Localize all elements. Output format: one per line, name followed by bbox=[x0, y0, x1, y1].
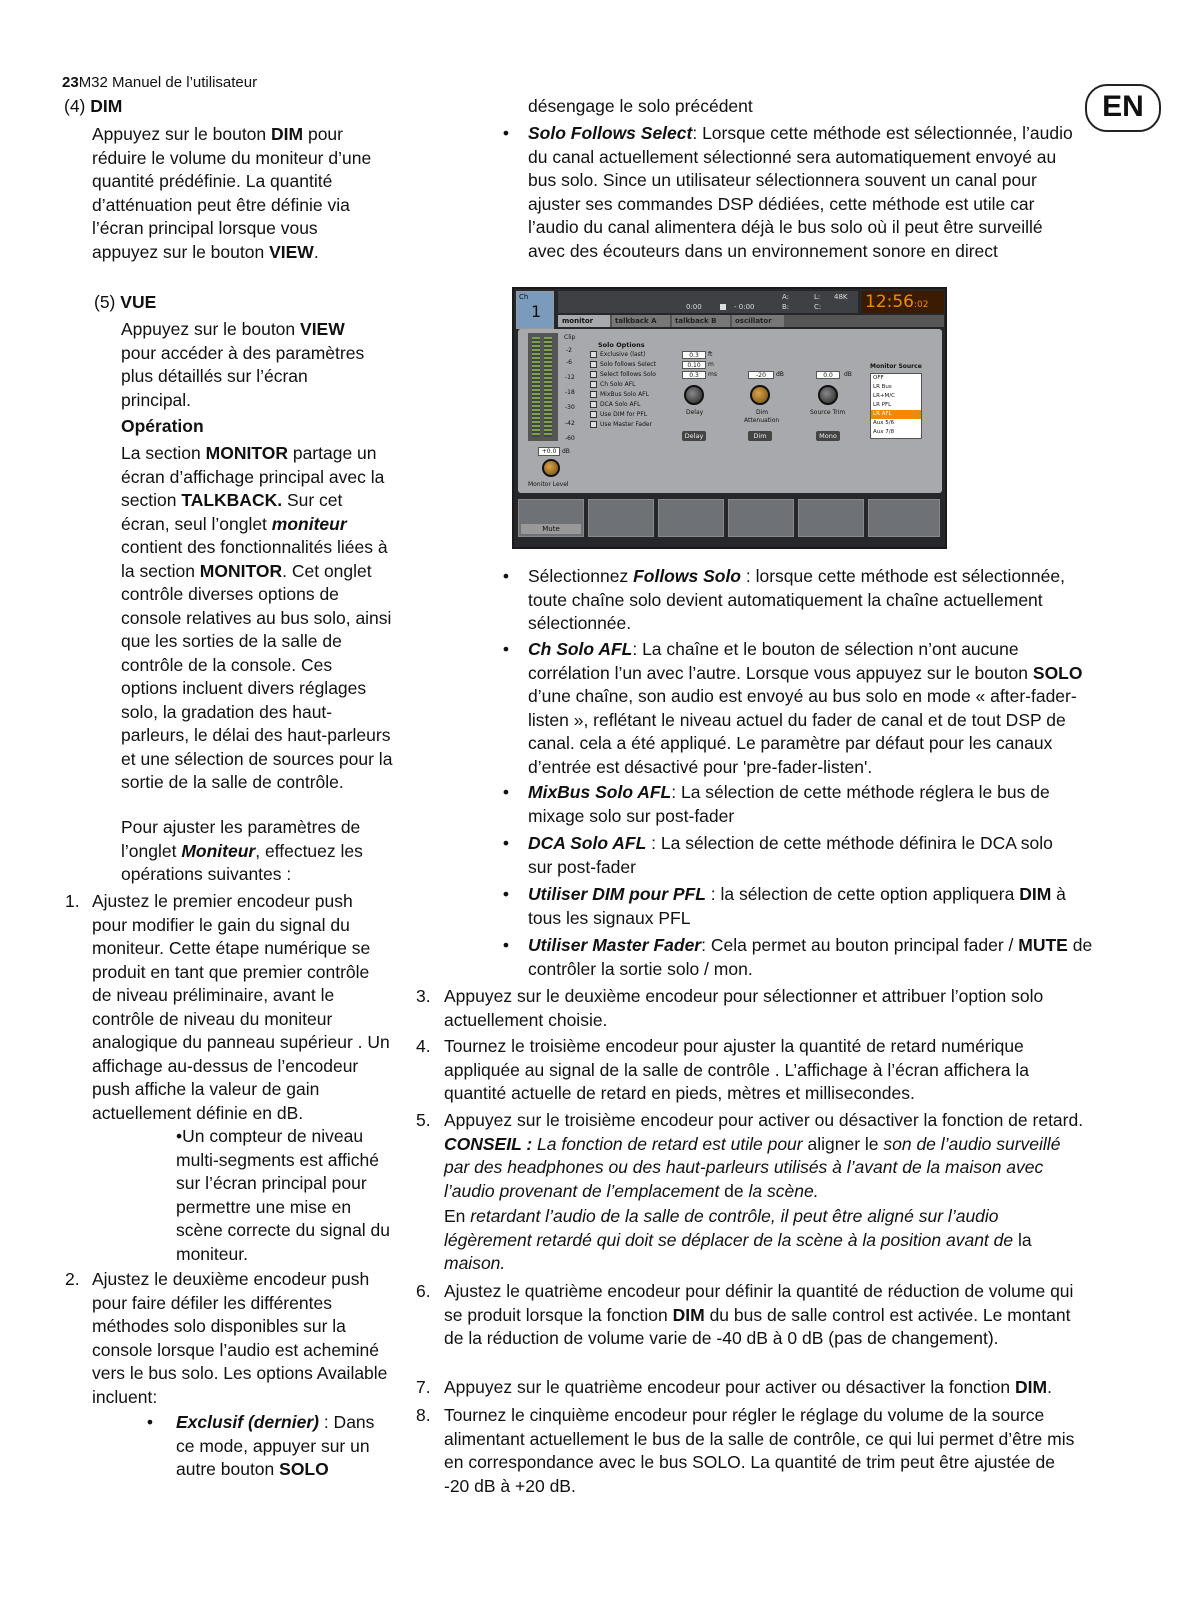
item-2-text: Ajustez le deuxième encodeur push pour faire défiler les différentes méthodes solo disponibles sur la console lorsque l’audio est acheminé vers le bus solo. Les options Available incluent: bbox=[92, 1269, 388, 1407]
solo-option: Select follows Solo bbox=[600, 371, 656, 378]
clock bbox=[862, 291, 944, 313]
item-8-text: Tournez le cinquième encodeur pour régler le réglage du volume de la source alimentant actuellement le bus de la salle de contrôle, ce qui lui permet d’être mis en correspondance avec le bus SOLO. La quantité de trim peut être ajustée de -20 dB à +20 dB. bbox=[444, 1405, 1075, 1496]
mute-label: Mute bbox=[521, 524, 581, 534]
item-1-number: 1. bbox=[65, 891, 80, 911]
solo-option: DCA Solo AFL bbox=[600, 401, 641, 408]
solo-option: MixBus Solo AFL bbox=[600, 391, 649, 398]
master-fader-bullet: Utiliser Master Fader: Cela permet au bouton principal fader / MUTE de contrôler la sortie solo / mon. bbox=[528, 935, 1093, 979]
dim-button[interactable]: Dim bbox=[748, 431, 772, 441]
bullet-marker: • bbox=[146, 1412, 154, 1432]
dim-heading-label: DIM bbox=[90, 96, 123, 116]
checkbox[interactable] bbox=[590, 391, 597, 398]
monitor-source-title: Monitor Source bbox=[870, 363, 922, 370]
meter-mark: Clip bbox=[564, 334, 576, 341]
source-option-selected[interactable]: LR AFL bbox=[871, 410, 921, 419]
status-a: A: bbox=[782, 293, 790, 301]
status-bar bbox=[558, 291, 858, 313]
dim-pfl-bullet: Utiliser DIM pour PFL : la sélection de cette option appliquera DIM à tous les signaux PFL bbox=[528, 884, 1066, 928]
bullet-marker: • bbox=[502, 935, 510, 955]
dim-value: -20 bbox=[748, 371, 774, 379]
checkbox[interactable] bbox=[590, 351, 597, 358]
item-4-text: Tournez le troisième encodeur pour ajuster la quantité de retard numérique appliquée au signal de la salle de contrôle . L’affichage à l’écran affichera la quantité actuelle de retard en pieds, mètres et millisecondes. bbox=[444, 1036, 1030, 1103]
page-number: 23 bbox=[62, 74, 79, 91]
item-3-number: 3. bbox=[416, 986, 431, 1006]
meter-mark: -60 bbox=[565, 435, 575, 442]
monitor-level-knob[interactable] bbox=[542, 459, 560, 477]
checkbox[interactable] bbox=[590, 401, 597, 408]
encoder-button-3[interactable] bbox=[658, 499, 724, 537]
language-badge bbox=[1085, 84, 1161, 132]
monitor-level-label: Monitor Level bbox=[528, 481, 569, 488]
status-l: L: bbox=[814, 293, 821, 301]
operation-heading: Opération bbox=[121, 416, 204, 436]
vue-paragraph: Appuyez sur le bouton VIEW pour accéder à des paramètres plus détaillés sur l’écran principal. bbox=[121, 319, 365, 410]
time-elapsed: 0:00 bbox=[686, 303, 702, 311]
level-meter bbox=[528, 333, 558, 441]
adjust-paragraph: Pour ajuster les paramètres de l’onglet Moniteur, effectuez les opérations suivantes : bbox=[121, 817, 363, 884]
dim-heading bbox=[64, 95, 122, 119]
checkbox[interactable] bbox=[590, 381, 597, 388]
source-trim-label: Source Trim bbox=[810, 409, 846, 416]
meter-mark: -42 bbox=[565, 420, 575, 427]
bullet-marker: • bbox=[502, 123, 510, 143]
status-c: C: bbox=[814, 303, 822, 311]
solo-option: Ch Solo AFL bbox=[600, 381, 636, 388]
solo-follows-select-bullet: Solo Follows Select: Lorsque cette méthode est sélectionnée, l’audio du canal actuellement sélectionné sera automatiquement envoyé au bus solo. Since un utilisateur sélectionnera souvent un canal pour ajuster ses commandes DSP dédiées, cette méthode est utile car l’audio du canal alimentera déjà le bus solo où il peut être surveillé avec des écouteurs dans un environnement sonore en direct bbox=[528, 123, 1073, 261]
item-4-number: 4. bbox=[416, 1036, 431, 1056]
channel-number: 1 bbox=[531, 302, 542, 321]
encoder-button-4[interactable] bbox=[728, 499, 794, 537]
meter-unit: dB bbox=[562, 448, 570, 455]
encoder-button-2[interactable] bbox=[588, 499, 654, 537]
vue-heading-num: (5) bbox=[94, 292, 116, 312]
delay-knob[interactable] bbox=[684, 385, 704, 405]
delay-unit: m bbox=[708, 361, 714, 368]
source-option[interactable]: LR PFL bbox=[873, 402, 892, 408]
item-5-continued: En retardant l’audio de la salle de contrôle, il peut être aligné sur l’audio légèrement retardé qui doit se déplacer de la scène à la position avant de la maison. bbox=[444, 1206, 1032, 1273]
bullet-marker: • bbox=[502, 782, 510, 802]
tab-talkback-a[interactable]: talkback A bbox=[612, 315, 670, 327]
meter-value: +0.0 bbox=[538, 447, 560, 456]
meter-mark: -18 bbox=[565, 389, 575, 396]
source-option[interactable]: LR+M/C bbox=[873, 393, 895, 399]
manual-title: M32 Manuel de l’utilisateur bbox=[78, 74, 258, 91]
bullet-marker: • bbox=[502, 639, 510, 659]
item-7-number: 7. bbox=[416, 1377, 431, 1397]
solo-option: Use Master Fader bbox=[600, 421, 653, 428]
page-header bbox=[62, 71, 257, 95]
delay-label: Delay bbox=[686, 409, 704, 416]
dim-label: Dim bbox=[756, 409, 769, 416]
time-remaining: - 0:00 bbox=[734, 303, 755, 311]
solo-option: Exclusive (last) bbox=[600, 351, 646, 358]
checkbox[interactable] bbox=[590, 411, 597, 418]
item-1-text: Ajustez le premier encodeur push pour modifier le gain du signal du moniteur. Cette étape numérique se produit en tant que premier contrôle de niveau préliminaire, avant le contrôle de niveau du moniteur analogique du panneau supérieur . Un affichage au-dessus de l’encodeur push affiche la valeur de gain actuellement définie en dB. bbox=[92, 891, 390, 1123]
checkbox[interactable] bbox=[590, 361, 597, 368]
source-option[interactable]: Aux 7/8 bbox=[873, 429, 895, 435]
solo-option: Use DIM for PFL bbox=[600, 411, 648, 418]
item-5-text: Appuyez sur le troisième encodeur pour activer ou désactiver la fonction de retard. CONSEIL : La fonction de retard est utile pour aligner le son de l’audio surveillé par des headphones ou des haut-parleurs utilisés à l’avant de la maison avec l’audio provenant de l’emplacement de la scène. bbox=[444, 1110, 1084, 1201]
bullet-marker: • bbox=[502, 884, 510, 904]
item-7-text: Appuyez sur le quatrième encodeur pour activer ou désactiver la fonction DIM. bbox=[444, 1377, 1052, 1397]
delay-button[interactable]: Delay bbox=[682, 431, 706, 441]
trim-unit: dB bbox=[844, 371, 852, 378]
encoder-button-6[interactable] bbox=[868, 499, 940, 537]
delay-meters: 0.10 bbox=[682, 361, 706, 369]
meter-mark: -30 bbox=[565, 404, 575, 411]
ch-solo-afl-bullet: Ch Solo AFL: La chaîne et le bouton de sélection n’ont aucune corrélation l’un avec l’autre. Lorsque vous appuyez sur le bouton SOLO d’une chaîne, son audio est envoyé au bus solo en mode « after-fader-listen », reflétant le niveau actuel du fader de canal et de tout DSP de canal. cela a été appliqué. Le paramètre par défaut pour les canaux d’entrée est désactivé pour 'pre-fader-listen'. bbox=[528, 639, 1083, 777]
meter-mark: -2 bbox=[566, 347, 572, 354]
dim-knob[interactable] bbox=[750, 385, 770, 405]
item-5-number: 5. bbox=[416, 1110, 431, 1130]
source-option[interactable]: Aux 5/6 bbox=[873, 420, 895, 426]
item-6-number: 6. bbox=[416, 1281, 431, 1301]
source-option[interactable]: LR Bus bbox=[873, 384, 892, 390]
tab-monitor[interactable]: monitor bbox=[558, 315, 610, 327]
mono-button[interactable]: Mono bbox=[816, 431, 840, 441]
source-option[interactable]: OFF bbox=[873, 375, 884, 381]
delay-unit: ms bbox=[708, 371, 717, 378]
item-3-text: Appuyez sur le deuxième encodeur pour sélectionner et attribuer l’option solo actuellement choisie. bbox=[444, 986, 1044, 1030]
console-screenshot bbox=[512, 287, 947, 549]
mixbus-solo-afl-bullet: MixBus Solo AFL: La sélection de cette méthode réglera le bus de mixage solo sur post-fader bbox=[528, 782, 1050, 826]
continued-text: désengage le solo précédent bbox=[528, 96, 753, 116]
encoder-button-1[interactable] bbox=[518, 499, 584, 537]
dim-unit: dB bbox=[776, 371, 784, 378]
checkbox[interactable] bbox=[590, 371, 597, 378]
dim-paragraph: Appuyez sur le bouton DIM pour réduire le volume du moniteur d’une quantité prédéfinie. La quantité d’atténuation peut être définie via l’écran principal lorsque vous appuyez sur le bouton VIEW. bbox=[92, 124, 372, 262]
channel-box bbox=[516, 291, 554, 329]
encoder-button-5[interactable] bbox=[798, 499, 864, 537]
bullet-marker: • bbox=[502, 833, 510, 853]
dca-solo-afl-bullet: DCA Solo AFL : La sélection de cette méthode définira le DCA solo sur post-fader bbox=[528, 833, 1053, 877]
item-2-number: 2. bbox=[65, 1269, 80, 1289]
tab-bar bbox=[558, 315, 944, 327]
solo-option: Solo follows Select bbox=[600, 361, 656, 368]
delay-feet: 0.3 bbox=[682, 351, 706, 359]
delay-unit: ft bbox=[708, 351, 713, 358]
meter-mark: -12 bbox=[565, 374, 575, 381]
dim-attenuation-label: Attenuation bbox=[744, 417, 780, 424]
status-b: B: bbox=[782, 303, 790, 311]
monitor-panel bbox=[518, 329, 942, 493]
vue-heading-label: VUE bbox=[120, 292, 157, 312]
item-8-number: 8. bbox=[416, 1405, 431, 1425]
clock-time: 12:56 bbox=[865, 292, 914, 312]
exclusive-bullet: Exclusif (dernier) : Dans ce mode, appuyer sur un autre bouton SOLO bbox=[176, 1412, 375, 1479]
source-trim-knob[interactable] bbox=[818, 385, 838, 405]
checkbox[interactable] bbox=[590, 421, 597, 428]
solo-options-title: Solo Options bbox=[598, 341, 645, 349]
delay-ms: 0.3 bbox=[682, 371, 706, 379]
operation-paragraph: La section MONITOR partage un écran d’affichage principal avec la section TALKBACK. Sur cet écran, seul l’onglet moniteur contient des fonctionnalités liées à la section MONITOR. Cet onglet contrôle diverses options de console relatives au bus solo, ainsi que les sorties de la salle de contrôle de la console. Ces options incluent divers réglages solo, la gradation des haut-parleurs, le délai des haut-parleurs et une sélection de sources pour la sortie de la salle de contrôle. bbox=[121, 443, 393, 792]
tab-oscillator[interactable]: oscillator bbox=[732, 315, 784, 327]
tab-talkback-b[interactable]: talkback B bbox=[672, 315, 730, 327]
monitor-source-list bbox=[870, 373, 922, 439]
clock-seconds: :02 bbox=[914, 300, 929, 310]
trim-value: 0.0 bbox=[816, 371, 840, 379]
vue-heading bbox=[94, 291, 156, 315]
stop-icon bbox=[720, 304, 726, 310]
dim-heading-num: (4) bbox=[64, 96, 86, 116]
bullet-marker: • bbox=[502, 566, 510, 586]
item-1-sub: •Un compteur de niveau multi-segments est affiché sur l’écran principal pour permettre une mise en scène correcte du signal du moniteur. bbox=[176, 1126, 391, 1264]
meter-mark: -6 bbox=[566, 359, 572, 366]
follows-solo-bullet: Sélectionnez Follows Solo : lorsque cette méthode est sélectionnée, toute chaîne solo devient automatiquement la chaîne actuellement sélectionnée. bbox=[528, 566, 1065, 633]
language-badge-label: EN bbox=[1102, 90, 1144, 123]
item-6-text: Ajustez le quatrième encodeur pour définir la quantité de réduction de volume qui se produit lorsque la fonction DIM du bus de salle control est activée. Le montant de la réduction de volume varie de -40 dB à 0 dB (pas de changement). bbox=[444, 1281, 1074, 1348]
channel-label: Ch bbox=[519, 293, 529, 301]
sample-rate: 48K bbox=[834, 293, 848, 301]
